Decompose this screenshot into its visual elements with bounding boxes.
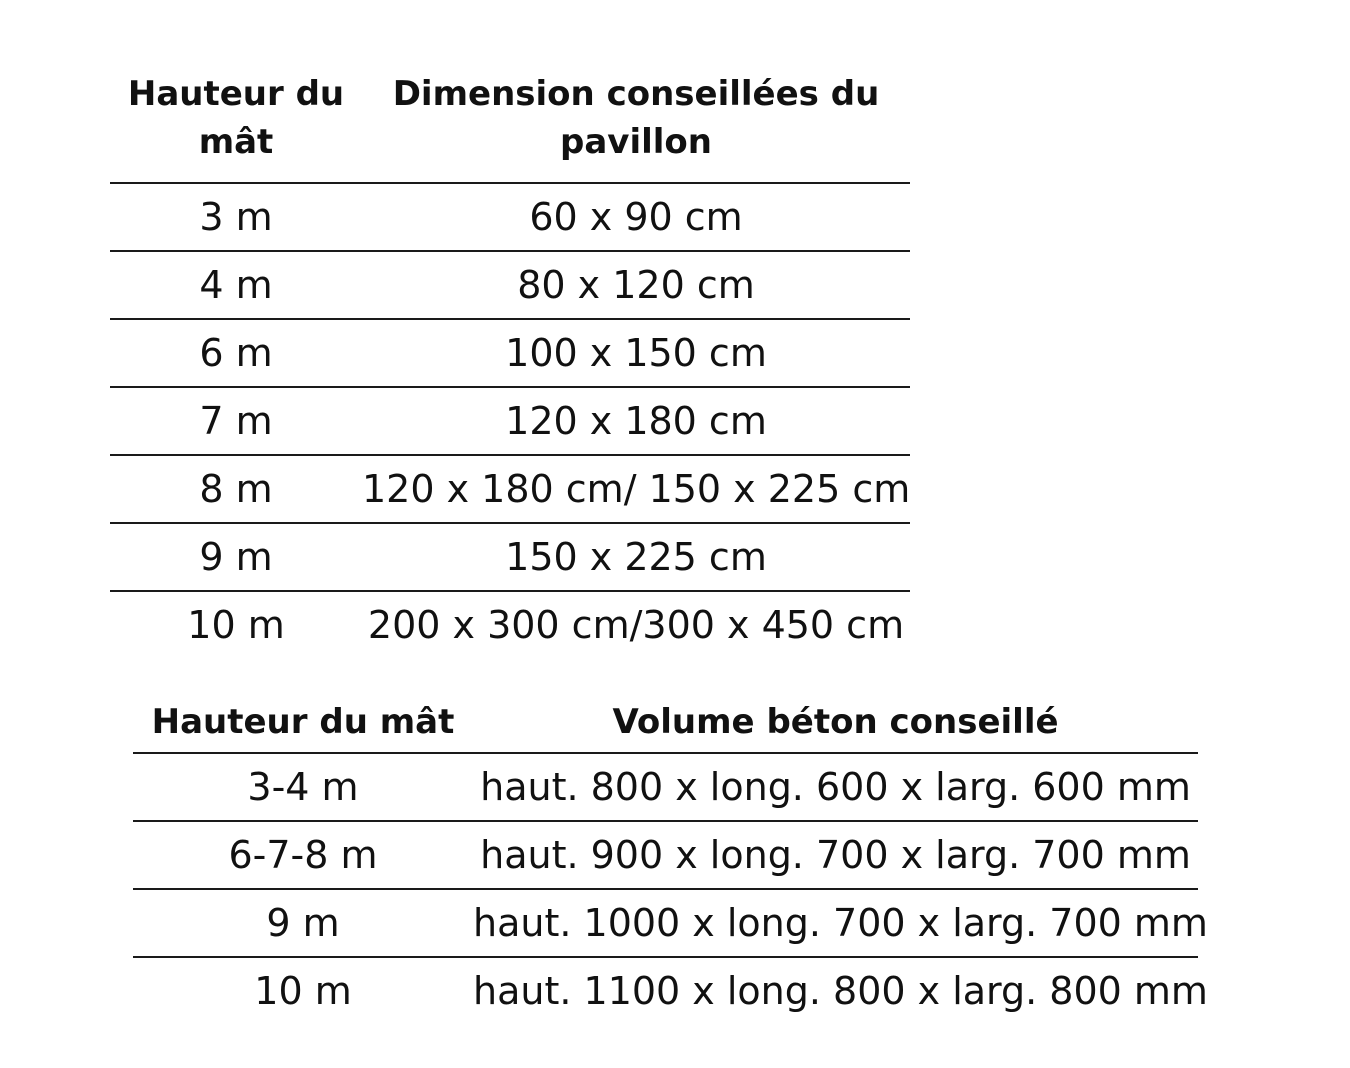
flag-dimension-cell: 200 x 300 cm/300 x 450 cm — [362, 591, 910, 658]
concrete-volume-cell: haut. 1000 x long. 700 x larg. 700 mm — [473, 889, 1198, 957]
mast-height-cell: 10 m — [133, 957, 473, 1024]
mast-height-cell: 6-7-8 m — [133, 821, 473, 889]
concrete-volume-table — [133, 688, 1208, 1024]
flag-dimension-cell: 120 x 180 cm/ 150 x 225 cm — [362, 455, 910, 523]
mast-height-cell: 6 m — [110, 319, 362, 387]
flag-dimension-cell: 60 x 90 cm — [362, 183, 910, 251]
table-row — [110, 455, 910, 523]
table-row — [110, 523, 910, 591]
column-header-concrete-volume: Volume béton conseillé — [612, 702, 1059, 742]
mast-height-cell: 8 m — [110, 455, 362, 523]
mast-height-cell: 9 m — [110, 523, 362, 591]
table-row — [133, 957, 1198, 1024]
flag-dimension-cell: 120 x 180 cm — [362, 387, 910, 455]
table-header-row — [110, 52, 910, 183]
concrete-volume-cell: haut. 800 x long. 600 x larg. 600 mm — [473, 753, 1198, 821]
table-row — [110, 319, 910, 387]
table-row — [133, 753, 1198, 821]
flag-size-table — [110, 52, 910, 658]
mast-height-cell: 3 m — [110, 183, 362, 251]
column-header-mast-height: Hauteur du mât — [127, 74, 345, 162]
table-header-row — [133, 688, 1198, 753]
table-row — [110, 387, 910, 455]
table-row — [110, 591, 910, 658]
mast-height-cell: 7 m — [110, 387, 362, 455]
flag-dimension-cell: 150 x 225 cm — [362, 523, 910, 591]
mast-height-cell: 3-4 m — [133, 753, 473, 821]
table-row — [133, 889, 1198, 957]
concrete-volume-cell: haut. 900 x long. 700 x larg. 700 mm — [473, 821, 1198, 889]
table-row — [110, 251, 910, 319]
table-row — [133, 821, 1198, 889]
concrete-volume-cell: haut. 1100 x long. 800 x larg. 800 mm — [473, 957, 1198, 1024]
mast-height-cell: 9 m — [133, 889, 473, 957]
mast-height-cell: 4 m — [110, 251, 362, 319]
table-row — [110, 183, 910, 251]
column-header-mast-height: Hauteur du mât — [151, 702, 455, 742]
mast-height-cell: 10 m — [110, 591, 362, 658]
column-header-flag-dimension: Dimension conseillées du pavillon — [392, 74, 880, 162]
flag-dimension-cell: 100 x 150 cm — [362, 319, 910, 387]
flag-dimension-cell: 80 x 120 cm — [362, 251, 910, 319]
